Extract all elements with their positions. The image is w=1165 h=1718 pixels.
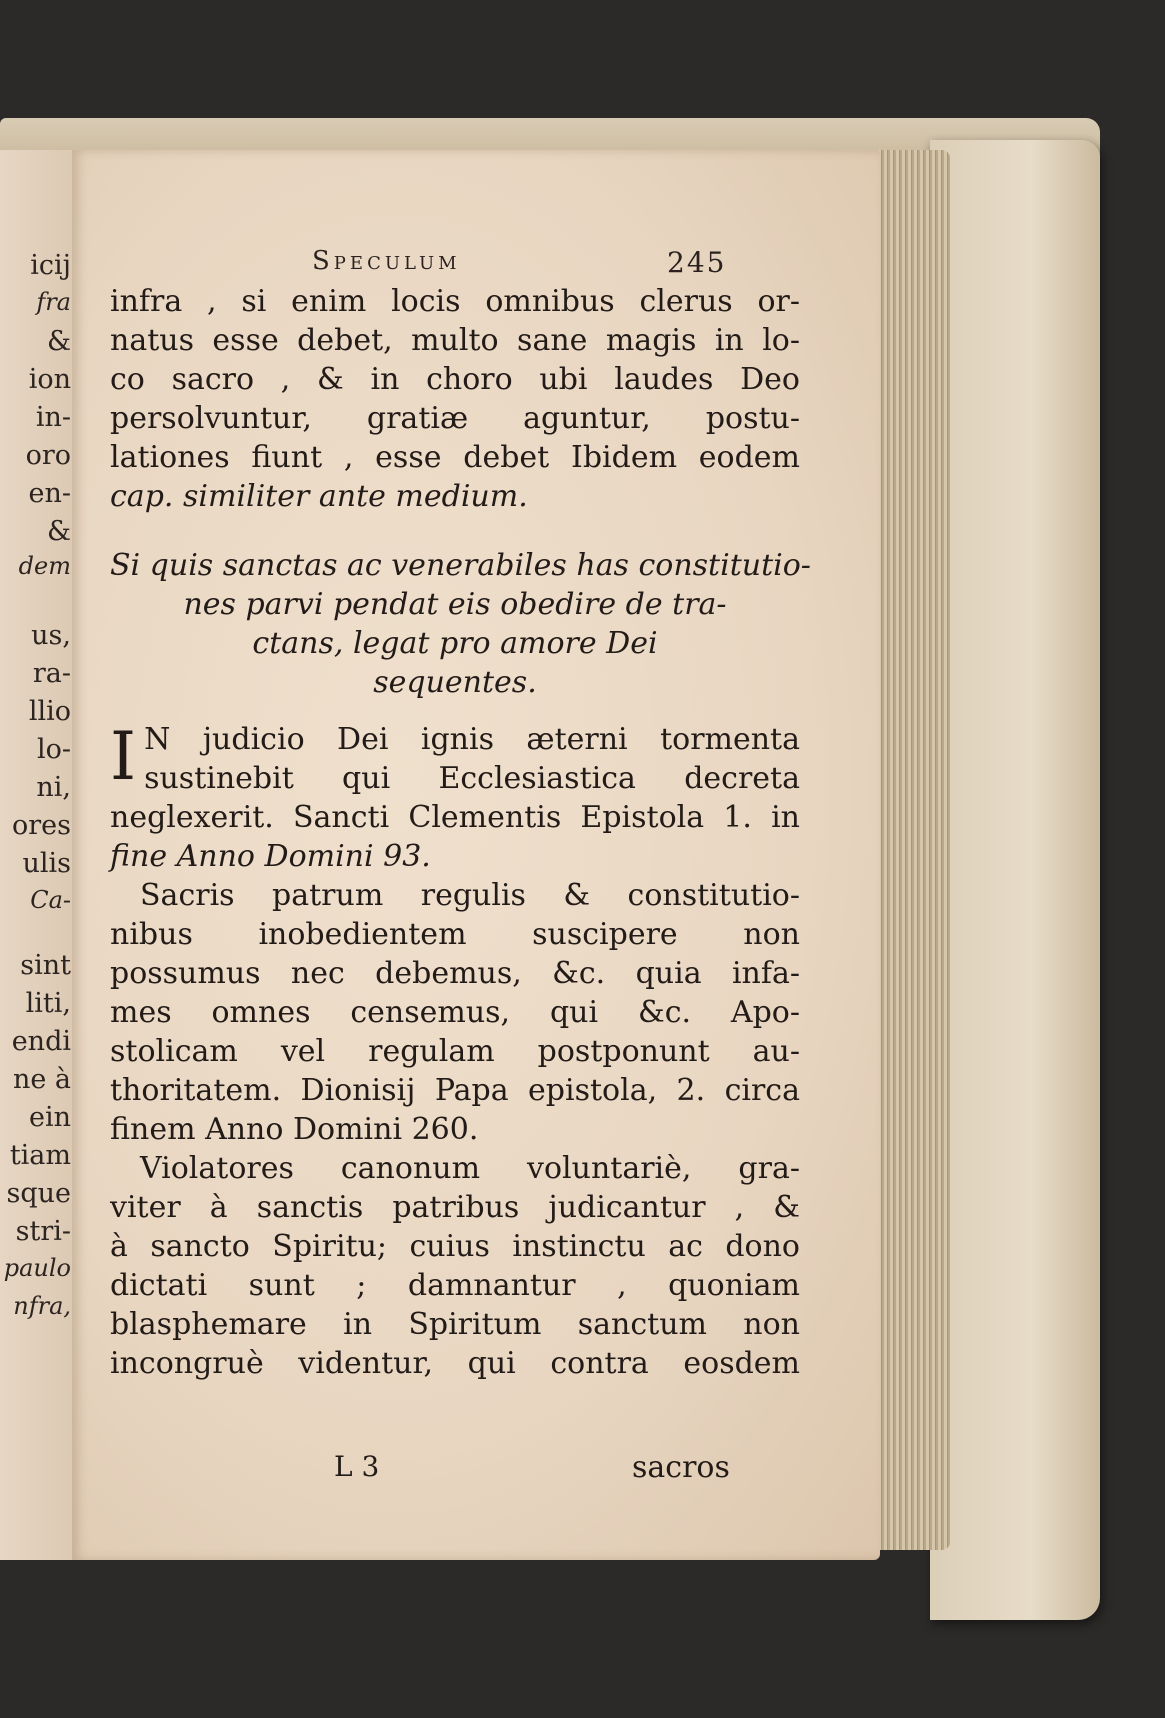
facing-line: ra- (32, 658, 71, 689)
text-line: nibus inobedientem suscipere non (110, 917, 800, 952)
page-fore-edge (870, 150, 950, 1550)
facing-line: sque (6, 1178, 71, 1209)
facing-line: icij (30, 250, 71, 281)
text-line: cap. similiter ante medium. (110, 479, 528, 514)
facing-line: paulo (3, 1254, 71, 1282)
text-line: thoritatem. Dionisij Papa epistola, 2. circa (110, 1073, 800, 1108)
heading-line: ctans, legat pro amore Dei (252, 626, 658, 661)
facing-line: & (46, 326, 71, 357)
facing-line: lo- (36, 734, 71, 765)
facing-line: tiam (9, 1140, 71, 1171)
text-line: à sancto Spiritu; cuius instinctu ac dono (110, 1229, 800, 1264)
text-line: N judicio Dei ignis æterni tormenta (144, 722, 800, 757)
text-line: mes omnes censemus, qui &c. Apo- (110, 995, 800, 1030)
facing-line: nfra, (13, 1292, 71, 1320)
text-line: natus esse debet, multo sane magis in lo- (110, 323, 800, 358)
signature-mark: L 3 (334, 1450, 380, 1483)
text-line: dictati sunt ; damnantur , quoniam (110, 1268, 800, 1303)
facing-line: in- (35, 402, 71, 433)
paragraph (110, 876, 800, 1149)
facing-line: oro (25, 440, 71, 471)
text-line: Sacris patrum regulis & constitutio- (140, 878, 800, 913)
text-line: lationes fiunt , esse debet Ibidem eodem (110, 440, 800, 475)
facing-line: dem (18, 552, 71, 580)
text-line: persolvuntur, gratiæ aguntur, postu- (110, 401, 800, 436)
facing-line: ne à (12, 1064, 71, 1095)
facing-line: stri- (15, 1216, 71, 1247)
paragraph (110, 720, 800, 876)
facing-line: us, (31, 620, 71, 651)
facing-line: endi (11, 1026, 71, 1057)
book-page (72, 150, 880, 1560)
paragraph (110, 1149, 800, 1383)
heading-line: nes parvi pendat eis obedire de tra- (183, 587, 727, 622)
text-line: viter à sanctis patribus judicantur , & (110, 1190, 800, 1225)
facing-line: & (46, 516, 71, 547)
facing-line: ulis (22, 848, 71, 879)
page-footer (72, 1450, 880, 1490)
page-number: 245 (667, 246, 727, 279)
facing-line: ion (28, 364, 71, 395)
section-heading (110, 546, 811, 702)
facing-line: ni, (36, 772, 71, 803)
drop-capital: I (110, 718, 137, 795)
text-line: finem Anno Domini 260. (110, 1112, 479, 1147)
page-header (72, 246, 880, 286)
text-line: fine Anno Domini 93. (110, 839, 431, 874)
catchword: sacros (632, 1450, 730, 1485)
text-line: incongruè videntur, qui contra eosdem (110, 1346, 800, 1381)
book-cover-back (930, 140, 1100, 1620)
text-line: Violatores canonum voluntariè, gra- (140, 1151, 800, 1186)
text-line: blasphemare in Spiritum sanctum non (110, 1307, 800, 1342)
paragraph (110, 282, 800, 516)
facing-line: ores (12, 810, 71, 841)
facing-page-fragment (0, 150, 75, 1560)
text-line: possumus nec debemus, &c. quia infa- (110, 956, 800, 991)
text-line: sustinebit qui Ecclesiastica decreta (144, 761, 800, 796)
facing-line: llio (28, 696, 71, 727)
text-line: co sacro , & in choro ubi laudes Deo (110, 362, 800, 397)
facing-line: sint (20, 950, 71, 981)
facing-line: liti, (25, 988, 71, 1019)
heading-line: Si quis sanctas ac venerabiles has constitutio- (110, 548, 811, 583)
facing-line: ein (28, 1102, 71, 1133)
facing-line: Ca- (30, 886, 71, 914)
text-line: stolicam vel regulam postponunt au- (110, 1034, 800, 1069)
text-line: infra , si enim locis omnibus clerus or- (110, 284, 800, 319)
text-line: neglexerit. Sancti Clementis Epistola 1. in (110, 800, 800, 835)
page-text (110, 282, 811, 1383)
running-title: Speculum (312, 246, 461, 276)
heading-line: sequentes. (373, 665, 537, 700)
facing-line: fra (36, 288, 71, 316)
facing-line: en- (28, 478, 71, 509)
